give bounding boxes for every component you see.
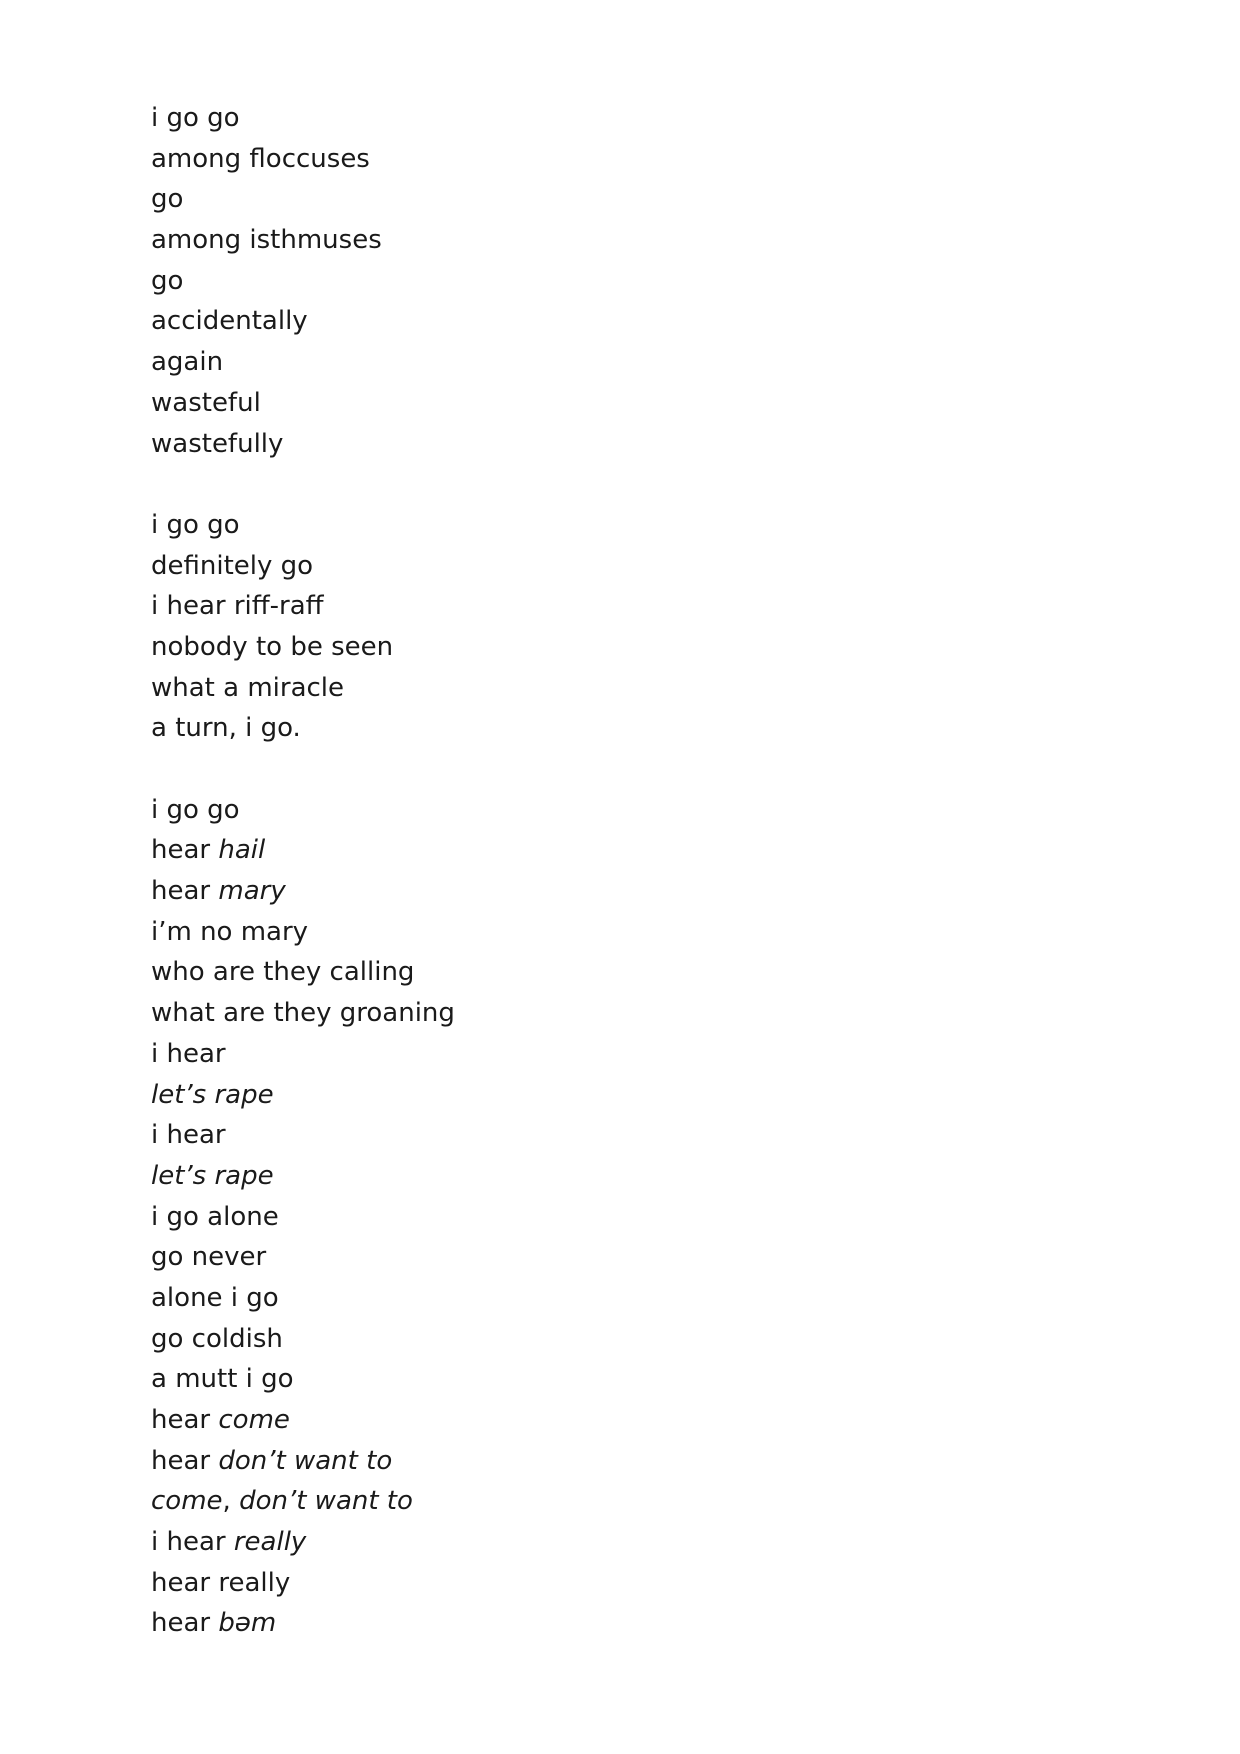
line-text: go: [151, 184, 184, 215]
poem-line: [151, 179, 1051, 220]
stanza: [151, 98, 1051, 464]
line-text: accidentally: [151, 306, 308, 337]
line-text: i hear: [151, 1038, 226, 1069]
line-text: who are they calling: [151, 957, 415, 988]
stanza: [151, 505, 1051, 749]
line-text: hear: [151, 1608, 219, 1639]
line-text: again: [151, 347, 224, 378]
poem-line: [151, 830, 1051, 871]
line-text: i hear: [151, 1120, 226, 1151]
poem-line: [151, 912, 1051, 953]
line-text: what a miracle: [151, 672, 345, 703]
poem-line: [151, 952, 1051, 993]
poem-line: [151, 1481, 1051, 1522]
poem-line: [151, 1278, 1051, 1319]
stanza: [151, 790, 1051, 1644]
italic-text: hail: [218, 835, 266, 866]
italic-text: let’s rape: [151, 1160, 274, 1191]
poem-line: [151, 261, 1051, 302]
italic-text: come: [218, 1405, 290, 1435]
poem-line: [151, 1156, 1051, 1197]
poem-line: [151, 1197, 1051, 1238]
line-text: i’m no mary: [151, 916, 309, 947]
italic-text: let’s rape: [151, 1079, 274, 1110]
poem-line: [151, 1319, 1051, 1360]
poem-line: [151, 1075, 1051, 1116]
poem-line: [151, 1034, 1051, 1075]
line-text: wastefully: [151, 428, 284, 459]
line-text: hear really: [151, 1567, 291, 1598]
line-text: i go go: [151, 103, 240, 133]
line-text: alone i go: [151, 1282, 279, 1313]
line-text: what are they groaning: [151, 998, 455, 1029]
line-text: wasteful: [151, 387, 261, 418]
poem-line: [151, 1400, 1051, 1441]
line-text: i go go: [151, 509, 240, 540]
line-text: go: [151, 265, 184, 296]
poem-line: [151, 993, 1051, 1034]
line-text: i go go: [151, 794, 240, 825]
poem-line: [151, 301, 1051, 342]
italic-text: don’t want to: [239, 1486, 413, 1517]
line-text: ,: [222, 1486, 240, 1517]
line-text: hear: [151, 876, 219, 907]
poem-line: [151, 1115, 1051, 1156]
poem-line: [151, 1441, 1051, 1482]
poem-line: [151, 708, 1051, 749]
italic-text: come: [151, 1486, 223, 1517]
italic-text: bəm: [218, 1608, 277, 1639]
line-text: hear: [151, 1405, 219, 1435]
line-text: a turn, i go.: [151, 713, 301, 744]
poem-line: [151, 1563, 1051, 1604]
poem-line: [151, 871, 1051, 912]
italic-text: mary: [218, 876, 286, 907]
poem-line: [151, 627, 1051, 668]
poem-line: [151, 505, 1051, 546]
line-text: among isthmuses: [151, 225, 382, 256]
line-text: hear: [151, 835, 219, 866]
line-text: definitely go: [151, 550, 314, 581]
line-text: go never: [151, 1242, 267, 1273]
poem-line: [151, 546, 1051, 587]
line-text: a mutt i go: [151, 1364, 294, 1395]
line-text: go coldish: [151, 1323, 283, 1354]
poem-line: [151, 424, 1051, 465]
poem-line: [151, 1237, 1051, 1278]
line-text: hear: [151, 1445, 219, 1476]
poem-line: [151, 1522, 1051, 1563]
poem-line: [151, 668, 1051, 709]
italic-text: really: [233, 1527, 307, 1558]
poem-line: [151, 790, 1051, 831]
italic-text: don’t want to: [218, 1445, 393, 1476]
poem-line: [151, 342, 1051, 383]
poem-line: [151, 1359, 1051, 1400]
poem-line: [151, 220, 1051, 261]
line-text: among floccuses: [151, 143, 370, 174]
line-text: nobody to be seen: [151, 631, 394, 662]
poem-line: [151, 383, 1051, 424]
poem-line: [151, 98, 1051, 139]
line-text: i hear riff-raff: [151, 591, 324, 622]
line-text: i hear: [151, 1527, 234, 1558]
poem-body: [151, 98, 1051, 1644]
line-text: i go alone: [151, 1201, 279, 1232]
poem-line: [151, 586, 1051, 627]
poem-line: [151, 1603, 1051, 1644]
poem-line: [151, 139, 1051, 180]
